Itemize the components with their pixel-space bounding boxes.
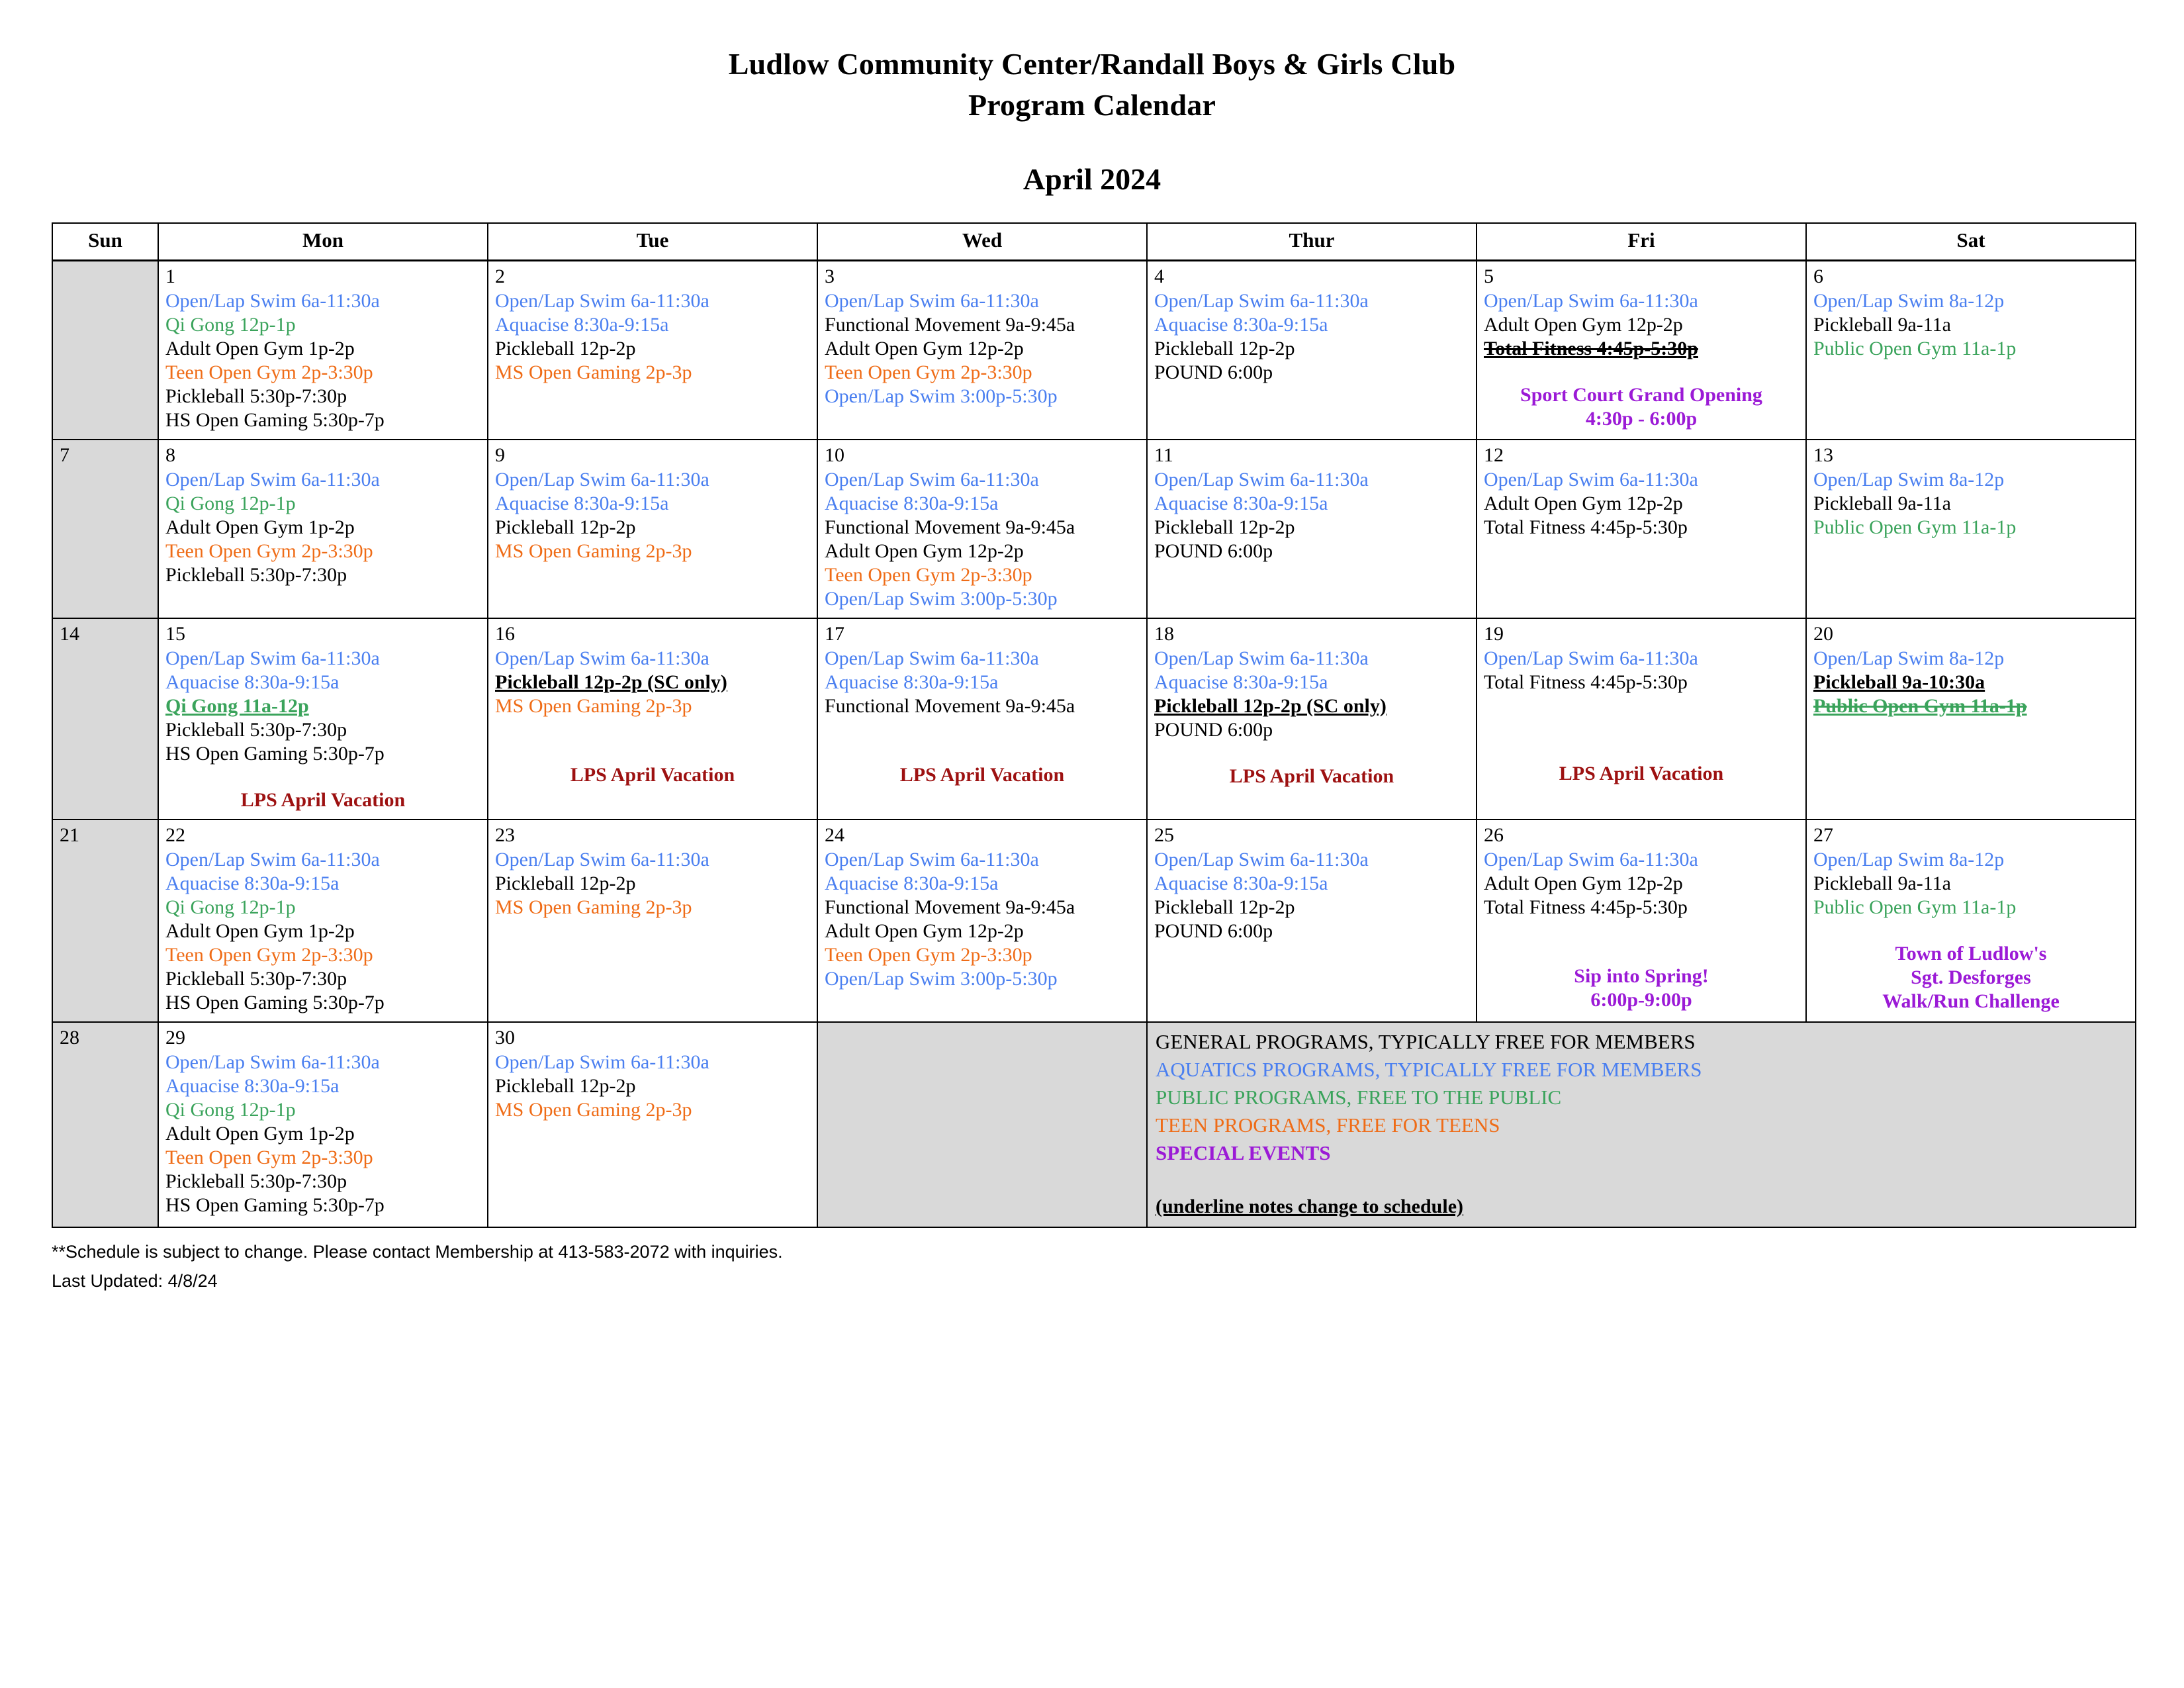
calendar-day-cell-12[interactable] (1477, 440, 1806, 618)
day-number: 5 (1484, 265, 1494, 287)
event-item: Open/Lap Swim 6a-11:30a (165, 647, 380, 669)
calendar-day-cell-sunday[interactable] (52, 440, 158, 618)
event-item: Open/Lap Swim 6a-11:30a (1154, 647, 1369, 669)
event-item: Open/Lap Swim 6a-11:30a (165, 469, 380, 491)
event-spacer (165, 766, 480, 788)
event-item: POUND 6:00p (1154, 719, 1273, 741)
calendar-week-row (52, 440, 2136, 618)
event-item: Total Fitness 4:45p-5:30p (1484, 896, 1688, 918)
calendar-week-row (52, 618, 2136, 820)
calendar-week-row (52, 820, 2136, 1022)
event-item: Total Fitness 4:45p-5:30p (1484, 338, 1698, 359)
event-item: Open/Lap Swim 6a-11:30a (165, 849, 380, 870)
calendar-day-cell-19[interactable] (1477, 618, 1806, 820)
day-number: 22 (165, 824, 185, 846)
event-item: Open/Lap Swim 6a-11:30a (1484, 469, 1698, 491)
event-item: HS Open Gaming 5:30p-7p (165, 409, 385, 431)
day-number: 24 (825, 824, 844, 846)
event-item: Adult Open Gym 1p-2p (165, 516, 355, 538)
day-number: 10 (825, 444, 844, 466)
event-item: Open/Lap Swim 6a-11:30a (495, 469, 709, 491)
event-item: Pickleball 5:30p-7:30p (165, 1170, 347, 1192)
event-item: Sip into Spring! (1574, 965, 1709, 987)
event-spacer (1484, 694, 1799, 717)
day-number: 12 (1484, 444, 1504, 466)
calendar-day-cell-sunday[interactable] (52, 618, 158, 820)
weekday-header-wed: Wed (817, 223, 1147, 261)
event-item: Adult Open Gym 12p-2p (1484, 314, 1683, 336)
calendar-day-cell-6[interactable] (1806, 261, 2136, 440)
calendar-day-cell-18[interactable] (1147, 618, 1477, 820)
event-item: Adult Open Gym 12p-2p (825, 920, 1024, 942)
event-item: Adult Open Gym 12p-2p (1484, 872, 1683, 894)
event-spacer (825, 718, 1140, 741)
event-item: Pickleball 12p-2p (495, 516, 636, 538)
event-item: Aquacise 8:30a-9:15a (165, 872, 340, 894)
calendar-day-cell-10[interactable] (817, 440, 1147, 618)
event-item: Open/Lap Swim 6a-11:30a (1484, 647, 1698, 669)
event-item: Aquacise 8:30a-9:15a (1154, 671, 1328, 693)
calendar-day-cell-2[interactable] (488, 261, 817, 440)
event-item: Functional Movement 9a-9:45a (825, 314, 1075, 336)
day-number: 20 (1813, 623, 1833, 645)
day-number: 9 (495, 444, 505, 466)
event-item: Teen Open Gym 2p-3:30p (165, 361, 373, 383)
event-spacer (825, 741, 1140, 763)
calendar-day-cell-sunday[interactable] (52, 1022, 158, 1227)
day-number: 26 (1484, 824, 1504, 846)
event-item: MS Open Gaming 2p-3p (495, 540, 692, 562)
event-item: Aquacise 8:30a-9:15a (825, 872, 999, 894)
legend-item-teen: TEEN PROGRAMS, FREE FOR TEENS (1156, 1113, 1500, 1137)
weekday-header-thur: Thur (1147, 223, 1477, 261)
day-number: 15 (165, 623, 185, 645)
event-item: Qi Gong 12p-1p (165, 896, 296, 918)
event-item: Pickleball 12p-2p (495, 872, 636, 894)
event-item: Open/Lap Swim 6a-11:30a (825, 469, 1039, 491)
event-item: Open/Lap Swim 8a-12p (1813, 469, 2005, 491)
footer-last-updated: Last Updated: 4/8/24 (52, 1271, 218, 1291)
weekday-header-row (52, 223, 2136, 261)
event-item: Open/Lap Swim 6a-11:30a (1484, 290, 1698, 312)
event-item: Pickleball 5:30p-7:30p (165, 719, 347, 741)
calendar-day-cell-25[interactable] (1147, 820, 1477, 1022)
calendar-day-cell-17[interactable] (817, 618, 1147, 820)
event-item: Total Fitness 4:45p-5:30p (1484, 516, 1688, 538)
day-number: 2 (495, 265, 505, 287)
event-item: Adult Open Gym 12p-2p (825, 338, 1024, 359)
event-item: Qi Gong 11a-12p (165, 695, 309, 717)
event-item: POUND 6:00p (1154, 540, 1273, 562)
day-number: 7 (60, 444, 69, 466)
event-spacer (1813, 919, 2128, 942)
event-item: Aquacise 8:30a-9:15a (495, 492, 669, 514)
event-item: Walk/Run Challenge (1882, 990, 2060, 1012)
event-item: Adult Open Gym 1p-2p (165, 338, 355, 359)
event-item: Pickleball 9a-10:30a (1813, 671, 1985, 693)
event-item: Aquacise 8:30a-9:15a (825, 492, 999, 514)
calendar-day-cell-9[interactable] (488, 440, 817, 618)
event-item: Qi Gong 12p-1p (165, 492, 296, 514)
event-item: Aquacise 8:30a-9:15a (165, 671, 340, 693)
calendar-day-cell-24[interactable] (817, 820, 1147, 1022)
event-item: Aquacise 8:30a-9:15a (1154, 492, 1328, 514)
weekday-header-sun: Sun (52, 223, 158, 261)
calendar-day-cell-13[interactable] (1806, 440, 2136, 618)
event-item: Aquacise 8:30a-9:15a (165, 1075, 340, 1097)
calendar-day-cell-3[interactable] (817, 261, 1147, 440)
day-number: 11 (1154, 444, 1173, 466)
event-item: Open/Lap Swim 6a-11:30a (165, 290, 380, 312)
event-item: Teen Open Gym 2p-3:30p (825, 564, 1032, 586)
day-number: 27 (1813, 824, 1833, 846)
event-item: 4:30p - 6:00p (1585, 408, 1698, 430)
calendar-day-cell-8[interactable] (158, 440, 488, 618)
calendar-table (52, 222, 2136, 1228)
event-item: Open/Lap Swim 6a-11:30a (165, 1051, 380, 1073)
event-item: Pickleball 5:30p-7:30p (165, 564, 347, 586)
event-item: Teen Open Gym 2p-3:30p (165, 944, 373, 966)
day-number: 16 (495, 623, 515, 645)
event-item: Pickleball 12p-2p (SC only) (1154, 695, 1387, 717)
event-item: Public Open Gym 11a-1p (1813, 695, 2027, 717)
day-number: 29 (165, 1027, 185, 1049)
event-item: HS Open Gaming 5:30p-7p (165, 743, 385, 765)
event-spacer (1154, 742, 1469, 765)
calendar-week-row (52, 261, 2136, 440)
event-item: Open/Lap Swim 6a-11:30a (1154, 290, 1369, 312)
event-item: Open/Lap Swim 3:00p-5:30p (825, 968, 1058, 990)
event-item: Qi Gong 12p-1p (165, 314, 296, 336)
event-item: Functional Movement 9a-9:45a (825, 516, 1075, 538)
event-item: Functional Movement 9a-9:45a (825, 695, 1075, 717)
weekday-header-fri: Fri (1477, 223, 1806, 261)
legend-cell (1147, 1022, 2136, 1227)
calendar-day-cell-11[interactable] (1147, 440, 1477, 618)
event-item: LPS April Vacation (1229, 765, 1394, 787)
calendar-day-cell-27[interactable] (1806, 820, 2136, 1022)
event-item: Sport Court Grand Opening (1520, 384, 1762, 406)
calendar-week-row (52, 1022, 2136, 1227)
day-number: 23 (495, 824, 515, 846)
day-number: 17 (825, 623, 844, 645)
event-item: POUND 6:00p (1154, 361, 1273, 383)
event-item: Open/Lap Swim 8a-12p (1813, 647, 2005, 669)
day-number: 14 (60, 623, 79, 645)
event-item: Pickleball 5:30p-7:30p (165, 968, 347, 990)
header-block (0, 0, 2184, 200)
event-item: Pickleball 9a-11a (1813, 872, 1951, 894)
event-item: POUND 6:00p (1154, 920, 1273, 942)
calendar-day-cell-22[interactable] (158, 820, 488, 1022)
event-item: Aquacise 8:30a-9:15a (1154, 314, 1328, 336)
event-item: Pickleball 5:30p-7:30p (165, 385, 347, 407)
event-item: Pickleball 12p-2p (1154, 338, 1295, 359)
event-item: Total Fitness 4:45p-5:30p (1484, 671, 1688, 693)
event-item: MS Open Gaming 2p-3p (495, 361, 692, 383)
event-spacer (1484, 361, 1799, 383)
event-spacer (1484, 942, 1799, 964)
calendar-table-wrapper (0, 222, 2184, 1228)
event-spacer (495, 741, 810, 763)
event-item: Open/Lap Swim 6a-11:30a (495, 849, 709, 870)
day-number: 19 (1484, 623, 1504, 645)
day-number: 21 (60, 824, 79, 846)
event-item: Open/Lap Swim 6a-11:30a (825, 849, 1039, 870)
calendar-day-cell-sunday[interactable] (52, 261, 158, 440)
event-item: Open/Lap Swim 6a-11:30a (495, 290, 709, 312)
day-number: 28 (60, 1027, 79, 1049)
calendar-day-cell-empty (817, 1022, 1147, 1227)
event-item: Pickleball 12p-2p (495, 1075, 636, 1097)
legend-item-public: PUBLIC PROGRAMS, FREE TO THE PUBLIC (1156, 1086, 1562, 1109)
event-item: Pickleball 12p-2p (1154, 516, 1295, 538)
event-item: Aquacise 8:30a-9:15a (825, 671, 999, 693)
event-item: Teen Open Gym 2p-3:30p (165, 1147, 373, 1168)
event-item: MS Open Gaming 2p-3p (495, 896, 692, 918)
event-item: Pickleball 12p-2p (495, 338, 636, 359)
event-spacer (1484, 717, 1799, 739)
event-item: Pickleball 9a-11a (1813, 314, 1951, 336)
event-item: Adult Open Gym 12p-2p (825, 540, 1024, 562)
event-item: Open/Lap Swim 6a-11:30a (1154, 469, 1369, 491)
calendar-day-cell-26[interactable] (1477, 820, 1806, 1022)
calendar-day-cell-16[interactable] (488, 618, 817, 820)
event-item: Open/Lap Swim 6a-11:30a (495, 1051, 709, 1073)
event-item: Open/Lap Swim 6a-11:30a (495, 647, 709, 669)
page-title-line-2: Program Calendar (968, 88, 1216, 122)
calendar-day-cell-15[interactable] (158, 618, 488, 820)
event-item: Sgt. Desforges (1911, 966, 2031, 988)
event-item: HS Open Gaming 5:30p-7p (165, 992, 385, 1013)
event-item: Adult Open Gym 1p-2p (165, 920, 355, 942)
day-number: 30 (495, 1027, 515, 1049)
event-item: Adult Open Gym 1p-2p (165, 1123, 355, 1145)
event-item: Public Open Gym 11a-1p (1813, 516, 2017, 538)
event-item: Aquacise 8:30a-9:15a (1154, 872, 1328, 894)
event-item: Open/Lap Swim 8a-12p (1813, 849, 2005, 870)
footer-disclaimer: **Schedule is subject to change. Please contact Membership at 413-583-2072 with inquiries. (52, 1242, 783, 1262)
calendar-day-cell-sunday[interactable] (52, 820, 158, 1022)
calendar-day-cell-23[interactable] (488, 820, 817, 1022)
calendar-day-cell-20[interactable] (1806, 618, 2136, 820)
event-item: Qi Gong 12p-1p (165, 1099, 296, 1121)
calendar-day-cell-30[interactable] (488, 1022, 817, 1227)
event-item: Teen Open Gym 2p-3:30p (825, 361, 1032, 383)
event-item: Aquacise 8:30a-9:15a (495, 314, 669, 336)
day-number (53, 261, 158, 265)
footer-block (0, 1228, 2184, 1295)
calendar-day-cell-29[interactable] (158, 1022, 488, 1227)
event-item: Adult Open Gym 12p-2p (1484, 492, 1683, 514)
event-item: Pickleball 12p-2p (SC only) (495, 671, 727, 693)
calendar-day-cell-5[interactable] (1477, 261, 1806, 440)
day-number: 4 (1154, 265, 1164, 287)
event-item: Pickleball 12p-2p (1154, 896, 1295, 918)
page-title-line-1: Ludlow Community Center/Randall Boys & Girls Club (728, 47, 1456, 81)
legend-item-special: SPECIAL EVENTS (1156, 1141, 1331, 1164)
weekday-header-tue: Tue (488, 223, 817, 261)
event-item: Public Open Gym 11a-1p (1813, 896, 2017, 918)
event-item: Open/Lap Swim 6a-11:30a (825, 290, 1039, 312)
event-item: LPS April Vacation (240, 789, 406, 811)
month-title: April 2024 (1023, 162, 1161, 196)
weekday-header-sat: Sat (1806, 223, 2136, 261)
day-number: 18 (1154, 623, 1174, 645)
day-number: 8 (165, 444, 175, 466)
event-spacer (1484, 739, 1799, 762)
day-number: 13 (1813, 444, 1833, 466)
event-item: Open/Lap Swim 8a-12p (1813, 290, 2005, 312)
event-item: Town of Ludlow's (1895, 943, 2047, 964)
legend-underline-note: (underline notes change to schedule) (1156, 1196, 1463, 1217)
event-item: HS Open Gaming 5:30p-7p (165, 1194, 385, 1216)
weekday-header-mon: Mon (158, 223, 488, 261)
event-item: Teen Open Gym 2p-3:30p (165, 540, 373, 562)
event-item: LPS April Vacation (570, 764, 735, 786)
day-number: 3 (825, 265, 835, 287)
legend-item-general: GENERAL PROGRAMS, TYPICALLY FREE FOR MEMBERS (1156, 1030, 1696, 1053)
day-number: 1 (165, 265, 175, 287)
event-item: 6:00p-9:00p (1590, 989, 1692, 1011)
day-number: 25 (1154, 824, 1174, 846)
calendar-day-cell-4[interactable] (1147, 261, 1477, 440)
legend-item-aquatic: AQUATICS PROGRAMS, TYPICALLY FREE FOR MEMBERS (1156, 1058, 1702, 1081)
event-item: Open/Lap Swim 3:00p-5:30p (825, 385, 1058, 407)
event-item: Open/Lap Swim 6a-11:30a (1484, 849, 1698, 870)
event-item: Open/Lap Swim 6a-11:30a (1154, 849, 1369, 870)
day-number: 6 (1813, 265, 1823, 287)
event-item: Open/Lap Swim 3:00p-5:30p (825, 588, 1058, 610)
event-item: MS Open Gaming 2p-3p (495, 695, 692, 717)
event-item: Functional Movement 9a-9:45a (825, 896, 1075, 918)
event-spacer (1484, 919, 1799, 942)
event-item: LPS April Vacation (899, 764, 1065, 786)
event-item: Teen Open Gym 2p-3:30p (825, 944, 1032, 966)
event-item: Public Open Gym 11a-1p (1813, 338, 2017, 359)
event-item: MS Open Gaming 2p-3p (495, 1099, 692, 1121)
event-item: LPS April Vacation (1559, 763, 1724, 784)
event-item: Open/Lap Swim 6a-11:30a (825, 647, 1039, 669)
event-spacer (495, 718, 810, 741)
event-item: Pickleball 9a-11a (1813, 492, 1951, 514)
calendar-day-cell-1[interactable] (158, 261, 488, 440)
